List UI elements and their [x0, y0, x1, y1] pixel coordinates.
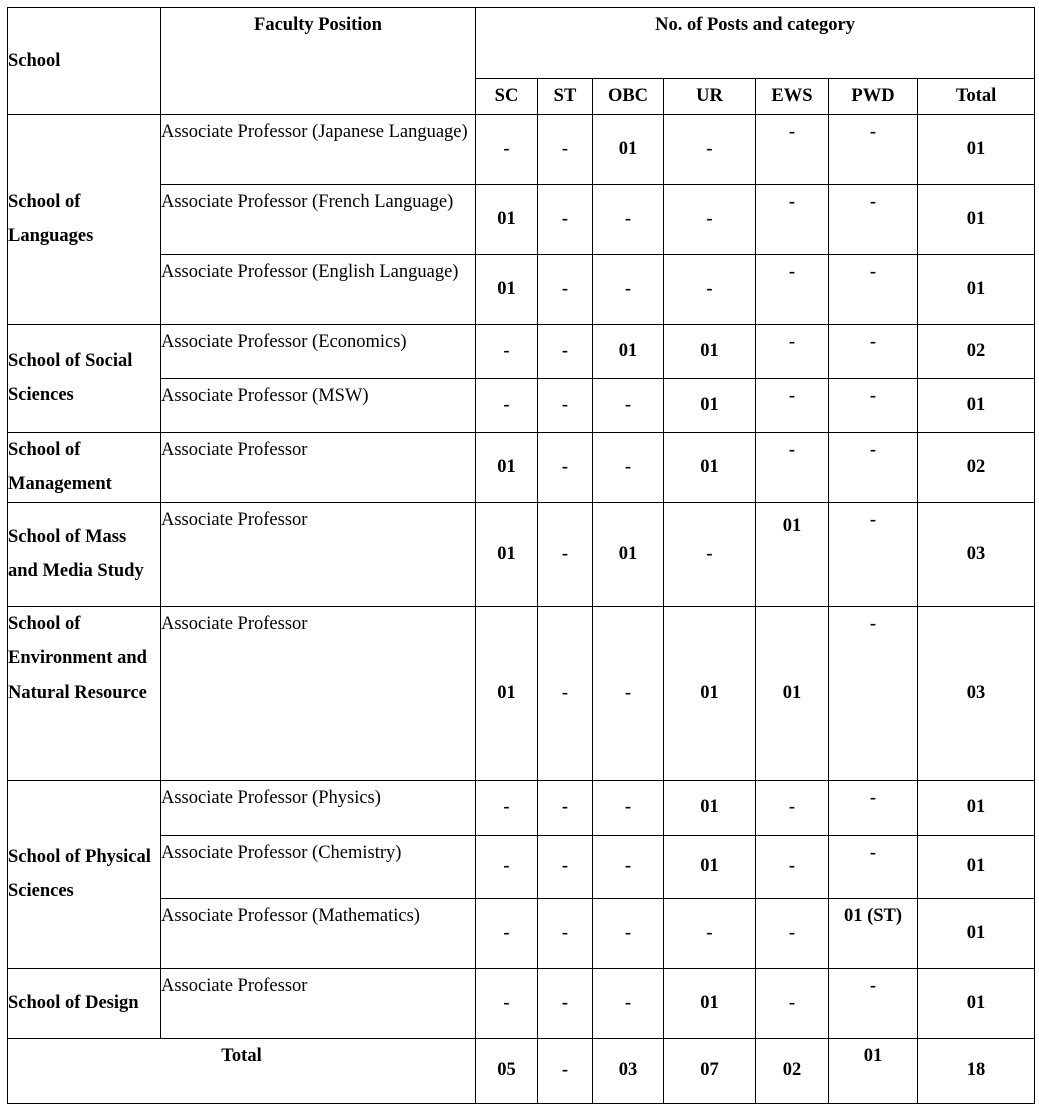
total-sc: 05	[476, 1038, 538, 1103]
cell-ews: -	[756, 114, 829, 184]
cell-total: 01	[918, 780, 1035, 835]
cell-pwd: -	[829, 378, 918, 432]
posts-table	[7, 7, 1035, 1104]
cell-total: 01	[918, 184, 1035, 254]
faculty-position: Associate Professor (Physics)	[161, 780, 476, 835]
table-row	[8, 606, 1035, 780]
cell-ews: 01	[756, 502, 829, 606]
category-sc: SC	[476, 79, 538, 115]
cell-pwd: -	[829, 184, 918, 254]
cell-ur: -	[664, 114, 756, 184]
totals-label: Total	[8, 1038, 476, 1103]
cell-ews: -	[756, 254, 829, 324]
cell-pwd: 01 (ST)	[829, 898, 918, 968]
cell-st: -	[538, 114, 593, 184]
faculty-position: Associate Professor	[161, 432, 476, 502]
cell-pwd: -	[829, 968, 918, 1038]
cell-pwd: -	[829, 254, 918, 324]
total-grand: 18	[918, 1038, 1035, 1103]
cell-st: -	[538, 378, 593, 432]
cell-sc: -	[476, 378, 538, 432]
cell-ur: -	[664, 502, 756, 606]
cell-sc: 01	[476, 254, 538, 324]
total-obc: 03	[593, 1038, 664, 1103]
cell-total: 01	[918, 378, 1035, 432]
cell-sc: 01	[476, 606, 538, 780]
cell-obc: -	[593, 606, 664, 780]
cell-st: -	[538, 324, 593, 378]
cell-st: -	[538, 780, 593, 835]
cell-total: 02	[918, 324, 1035, 378]
cell-ur: -	[664, 184, 756, 254]
cell-st: -	[538, 184, 593, 254]
cell-pwd: -	[829, 835, 918, 898]
faculty-position: Associate Professor	[161, 502, 476, 606]
cell-sc: -	[476, 835, 538, 898]
faculty-position: Associate Professor	[161, 968, 476, 1038]
category-obc: OBC	[593, 79, 664, 115]
school-name: School of Management	[8, 432, 161, 502]
table-row	[8, 432, 1035, 502]
table-row	[8, 968, 1035, 1038]
table-row	[8, 114, 1035, 184]
cell-ews: -	[756, 324, 829, 378]
cell-ews: 01	[756, 606, 829, 780]
cell-obc: 01	[593, 114, 664, 184]
school-name: School of Environment and Natural Resource	[8, 606, 161, 780]
cell-total: 01	[918, 898, 1035, 968]
total-pwd: 01	[829, 1038, 918, 1103]
cell-ur: 01	[664, 606, 756, 780]
cell-pwd: -	[829, 324, 918, 378]
cell-obc: -	[593, 898, 664, 968]
table-row	[8, 378, 1035, 432]
cell-ur: -	[664, 898, 756, 968]
cell-ews: -	[756, 378, 829, 432]
category-pwd: PWD	[829, 79, 918, 115]
faculty-position: Associate Professor (English Language)	[161, 254, 476, 324]
cell-total: 01	[918, 114, 1035, 184]
table-row	[8, 502, 1035, 606]
school-name: School of Design	[8, 968, 161, 1038]
cell-ur: -	[664, 254, 756, 324]
cell-ur: 01	[664, 780, 756, 835]
cell-ur: 01	[664, 378, 756, 432]
category-total: Total	[918, 79, 1035, 115]
category-st: ST	[538, 79, 593, 115]
cell-pwd: -	[829, 114, 918, 184]
category-ews: EWS	[756, 79, 829, 115]
header-row	[8, 8, 1035, 79]
school-name: School of Mass and Media Study	[8, 502, 161, 606]
cell-ur: 01	[664, 324, 756, 378]
cell-ews: -	[756, 780, 829, 835]
table-row	[8, 254, 1035, 324]
faculty-position: Associate Professor (Mathematics)	[161, 898, 476, 968]
header-posts-and-category: No. of Posts and category	[476, 8, 1035, 79]
cell-obc: -	[593, 968, 664, 1038]
totals-row	[8, 1038, 1035, 1103]
table-row	[8, 780, 1035, 835]
cell-st: -	[538, 968, 593, 1038]
cell-ews: -	[756, 432, 829, 502]
cell-sc: 01	[476, 184, 538, 254]
cell-st: -	[538, 254, 593, 324]
cell-sc: -	[476, 114, 538, 184]
cell-obc: 01	[593, 324, 664, 378]
cell-ews: -	[756, 184, 829, 254]
cell-sc: -	[476, 324, 538, 378]
cell-ews: -	[756, 898, 829, 968]
faculty-position: Associate Professor (Japanese Language)	[161, 114, 476, 184]
cell-obc: 01	[593, 502, 664, 606]
cell-sc: -	[476, 780, 538, 835]
school-name: School of Physical Sciences	[8, 780, 161, 968]
total-ews: 02	[756, 1038, 829, 1103]
cell-total: 03	[918, 606, 1035, 780]
faculty-position: Associate Professor	[161, 606, 476, 780]
cell-total: 02	[918, 432, 1035, 502]
faculty-position: Associate Professor (MSW)	[161, 378, 476, 432]
cell-pwd: -	[829, 780, 918, 835]
cell-ews: -	[756, 968, 829, 1038]
total-st: -	[538, 1038, 593, 1103]
cell-ur: 01	[664, 968, 756, 1038]
faculty-position: Associate Professor (Economics)	[161, 324, 476, 378]
cell-st: -	[538, 502, 593, 606]
cell-st: -	[538, 898, 593, 968]
header-faculty-position: Faculty Position	[161, 8, 476, 115]
cell-total: 03	[918, 502, 1035, 606]
cell-pwd: -	[829, 502, 918, 606]
faculty-position: Associate Professor (French Language)	[161, 184, 476, 254]
cell-st: -	[538, 432, 593, 502]
cell-sc: 01	[476, 432, 538, 502]
cell-pwd: -	[829, 432, 918, 502]
table-row	[8, 898, 1035, 968]
cell-obc: -	[593, 432, 664, 502]
cell-ews: -	[756, 835, 829, 898]
cell-st: -	[538, 835, 593, 898]
cell-obc: -	[593, 780, 664, 835]
cell-st: -	[538, 606, 593, 780]
school-name: School of Languages	[8, 114, 161, 324]
table-row	[8, 184, 1035, 254]
cell-obc: -	[593, 254, 664, 324]
cell-pwd: -	[829, 606, 918, 780]
header-school: School	[8, 8, 161, 115]
cell-total: 01	[918, 968, 1035, 1038]
cell-ur: 01	[664, 835, 756, 898]
cell-sc: 01	[476, 502, 538, 606]
cell-sc: -	[476, 968, 538, 1038]
cell-ur: 01	[664, 432, 756, 502]
cell-obc: -	[593, 184, 664, 254]
table-row	[8, 324, 1035, 378]
cell-obc: -	[593, 835, 664, 898]
table-row	[8, 835, 1035, 898]
faculty-position: Associate Professor (Chemistry)	[161, 835, 476, 898]
cell-sc: -	[476, 898, 538, 968]
cell-total: 01	[918, 254, 1035, 324]
school-name: School of Social Sciences	[8, 324, 161, 432]
cell-obc: -	[593, 378, 664, 432]
total-ur: 07	[664, 1038, 756, 1103]
cell-total: 01	[918, 835, 1035, 898]
category-ur: UR	[664, 79, 756, 115]
